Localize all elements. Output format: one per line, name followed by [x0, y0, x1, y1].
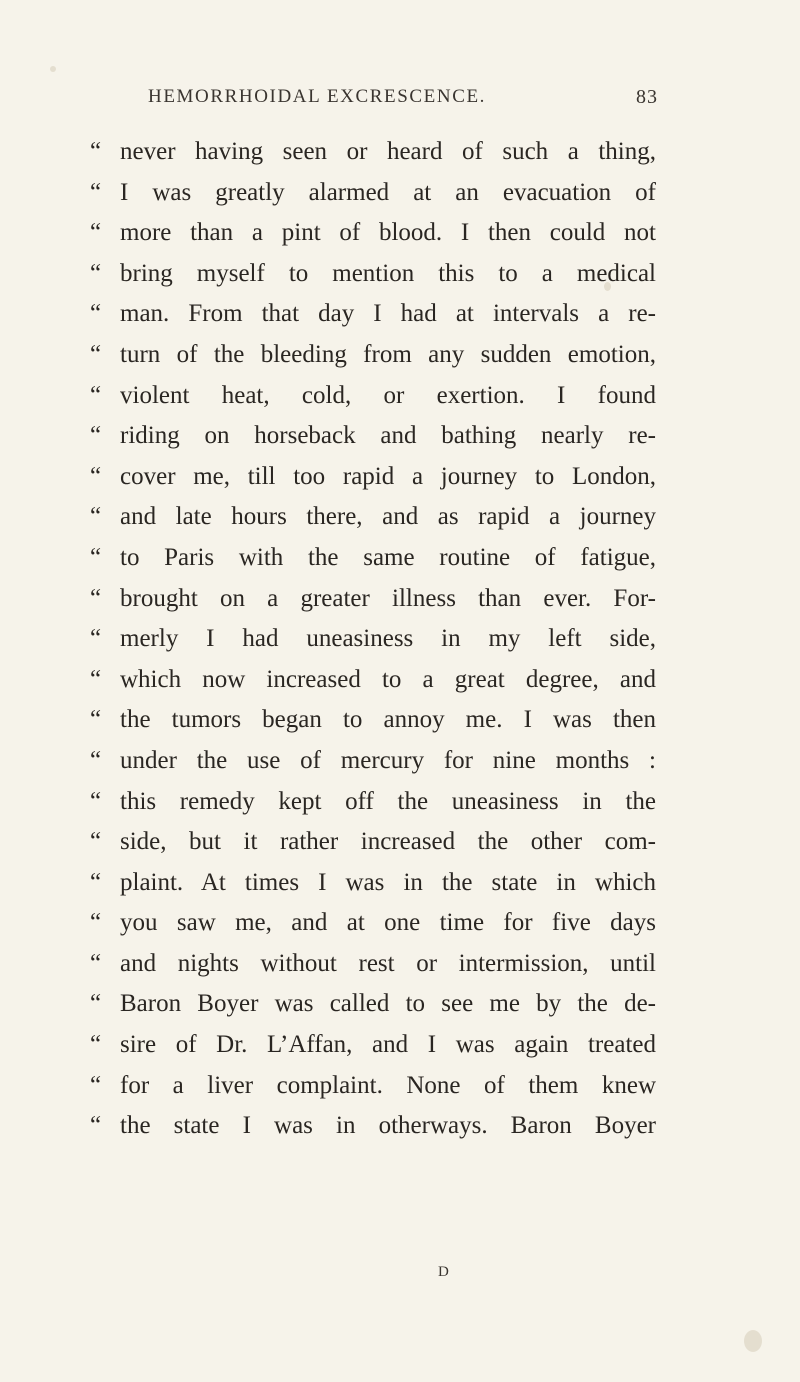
- text-line: [90, 132, 656, 173]
- line-text: and nights without rest or intermission, until: [120, 949, 656, 977]
- text-line: [90, 782, 656, 823]
- text-line: [90, 660, 656, 701]
- line-text: brought on a greater illness than ever. For-: [120, 584, 656, 612]
- text-line: [90, 984, 656, 1025]
- line-text: sire of Dr. L’Affan, and I was again treated: [120, 1031, 656, 1059]
- quotation-mark: “: [90, 909, 102, 937]
- quotation-mark: “: [90, 543, 102, 571]
- quotation-mark: “: [90, 340, 102, 368]
- quotation-mark: “: [90, 300, 102, 328]
- line-text: under the use of mercury for nine months :: [120, 746, 656, 774]
- text-line: [90, 700, 656, 741]
- line-text: and late hours there, and as rapid a journey: [120, 503, 656, 531]
- line-text: violent heat, cold, or exertion. I found: [120, 381, 656, 409]
- line-text: I was greatly alarmed at an evacuation of: [120, 178, 656, 206]
- quotation-mark: “: [90, 381, 102, 409]
- line-text: riding on horseback and bathing nearly re-: [120, 422, 656, 450]
- text-line: [90, 903, 656, 944]
- line-text: which now increased to a great degree, and: [120, 665, 656, 693]
- text-line: [90, 497, 656, 538]
- quotation-mark: “: [90, 422, 102, 450]
- quotation-mark: “: [90, 1071, 102, 1099]
- quotation-mark: “: [90, 1112, 102, 1140]
- quotation-mark: “: [90, 828, 102, 856]
- paper-stain: [744, 1330, 762, 1352]
- text-line: [90, 822, 656, 863]
- line-text: man. From that day I had at intervals a re-: [120, 300, 656, 328]
- body-text: [90, 132, 656, 1147]
- text-line: [90, 538, 656, 579]
- text-line: [90, 213, 656, 254]
- text-line: [90, 944, 656, 985]
- text-line: [90, 457, 656, 498]
- quotation-mark: “: [90, 990, 102, 1018]
- paper-stain: [50, 66, 56, 72]
- line-text: bring myself to mention this to a medical: [120, 259, 656, 287]
- header-title: HEMORRHOIDAL EXCRESCENCE.: [148, 86, 487, 107]
- quotation-mark: “: [90, 138, 102, 165]
- line-text: cover me, till too rapid a journey to London,: [120, 462, 656, 490]
- quotation-mark: “: [90, 259, 102, 287]
- quotation-mark: “: [90, 219, 102, 247]
- line-text: plaint. At times I was in the state in which: [120, 868, 656, 896]
- text-line: [90, 173, 656, 214]
- quotation-mark: “: [90, 584, 102, 612]
- quotation-mark: “: [90, 462, 102, 490]
- text-line: [90, 294, 656, 335]
- text-line: [90, 376, 656, 417]
- quotation-mark: “: [90, 706, 102, 734]
- line-text: this remedy kept off the uneasiness in the: [120, 787, 656, 815]
- line-text: the tumors began to annoy me. I was then: [120, 706, 656, 734]
- text-line: [90, 1025, 656, 1066]
- line-text: side, but it rather increased the other com-: [120, 828, 656, 856]
- text-line: [90, 254, 656, 295]
- page-number: 83: [636, 86, 658, 108]
- text-line: [90, 619, 656, 660]
- text-line: [90, 579, 656, 620]
- line-text: never having seen or heard of such a thing,: [120, 138, 656, 165]
- quotation-mark: “: [90, 868, 102, 896]
- line-text: you saw me, and at one time for five days: [120, 909, 656, 937]
- line-text: to Paris with the same routine of fatigue,: [120, 543, 656, 571]
- text-line: [90, 863, 656, 904]
- signature-mark: D: [438, 1264, 449, 1280]
- line-text: turn of the bleeding from any sudden emotion,: [120, 340, 656, 368]
- quotation-mark: “: [90, 1031, 102, 1059]
- quotation-mark: “: [90, 949, 102, 977]
- quotation-mark: “: [90, 746, 102, 774]
- text-line: [90, 1066, 656, 1107]
- text-line: [90, 741, 656, 782]
- quotation-mark: “: [90, 625, 102, 653]
- text-line: [90, 416, 656, 457]
- text-line: [90, 335, 656, 376]
- line-text: for a liver complaint. None of them knew: [120, 1071, 656, 1099]
- quotation-mark: “: [90, 503, 102, 531]
- quotation-mark: “: [90, 787, 102, 815]
- line-text: the state I was in otherways. Baron Boyer: [120, 1112, 656, 1140]
- quotation-mark: “: [90, 178, 102, 206]
- line-text: merly I had uneasiness in my left side,: [120, 625, 656, 653]
- text-line: [90, 1106, 656, 1147]
- running-header: [148, 86, 658, 116]
- quotation-mark: “: [90, 665, 102, 693]
- line-text: more than a pint of blood. I then could not: [120, 219, 656, 247]
- line-text: Baron Boyer was called to see me by the de-: [120, 990, 656, 1018]
